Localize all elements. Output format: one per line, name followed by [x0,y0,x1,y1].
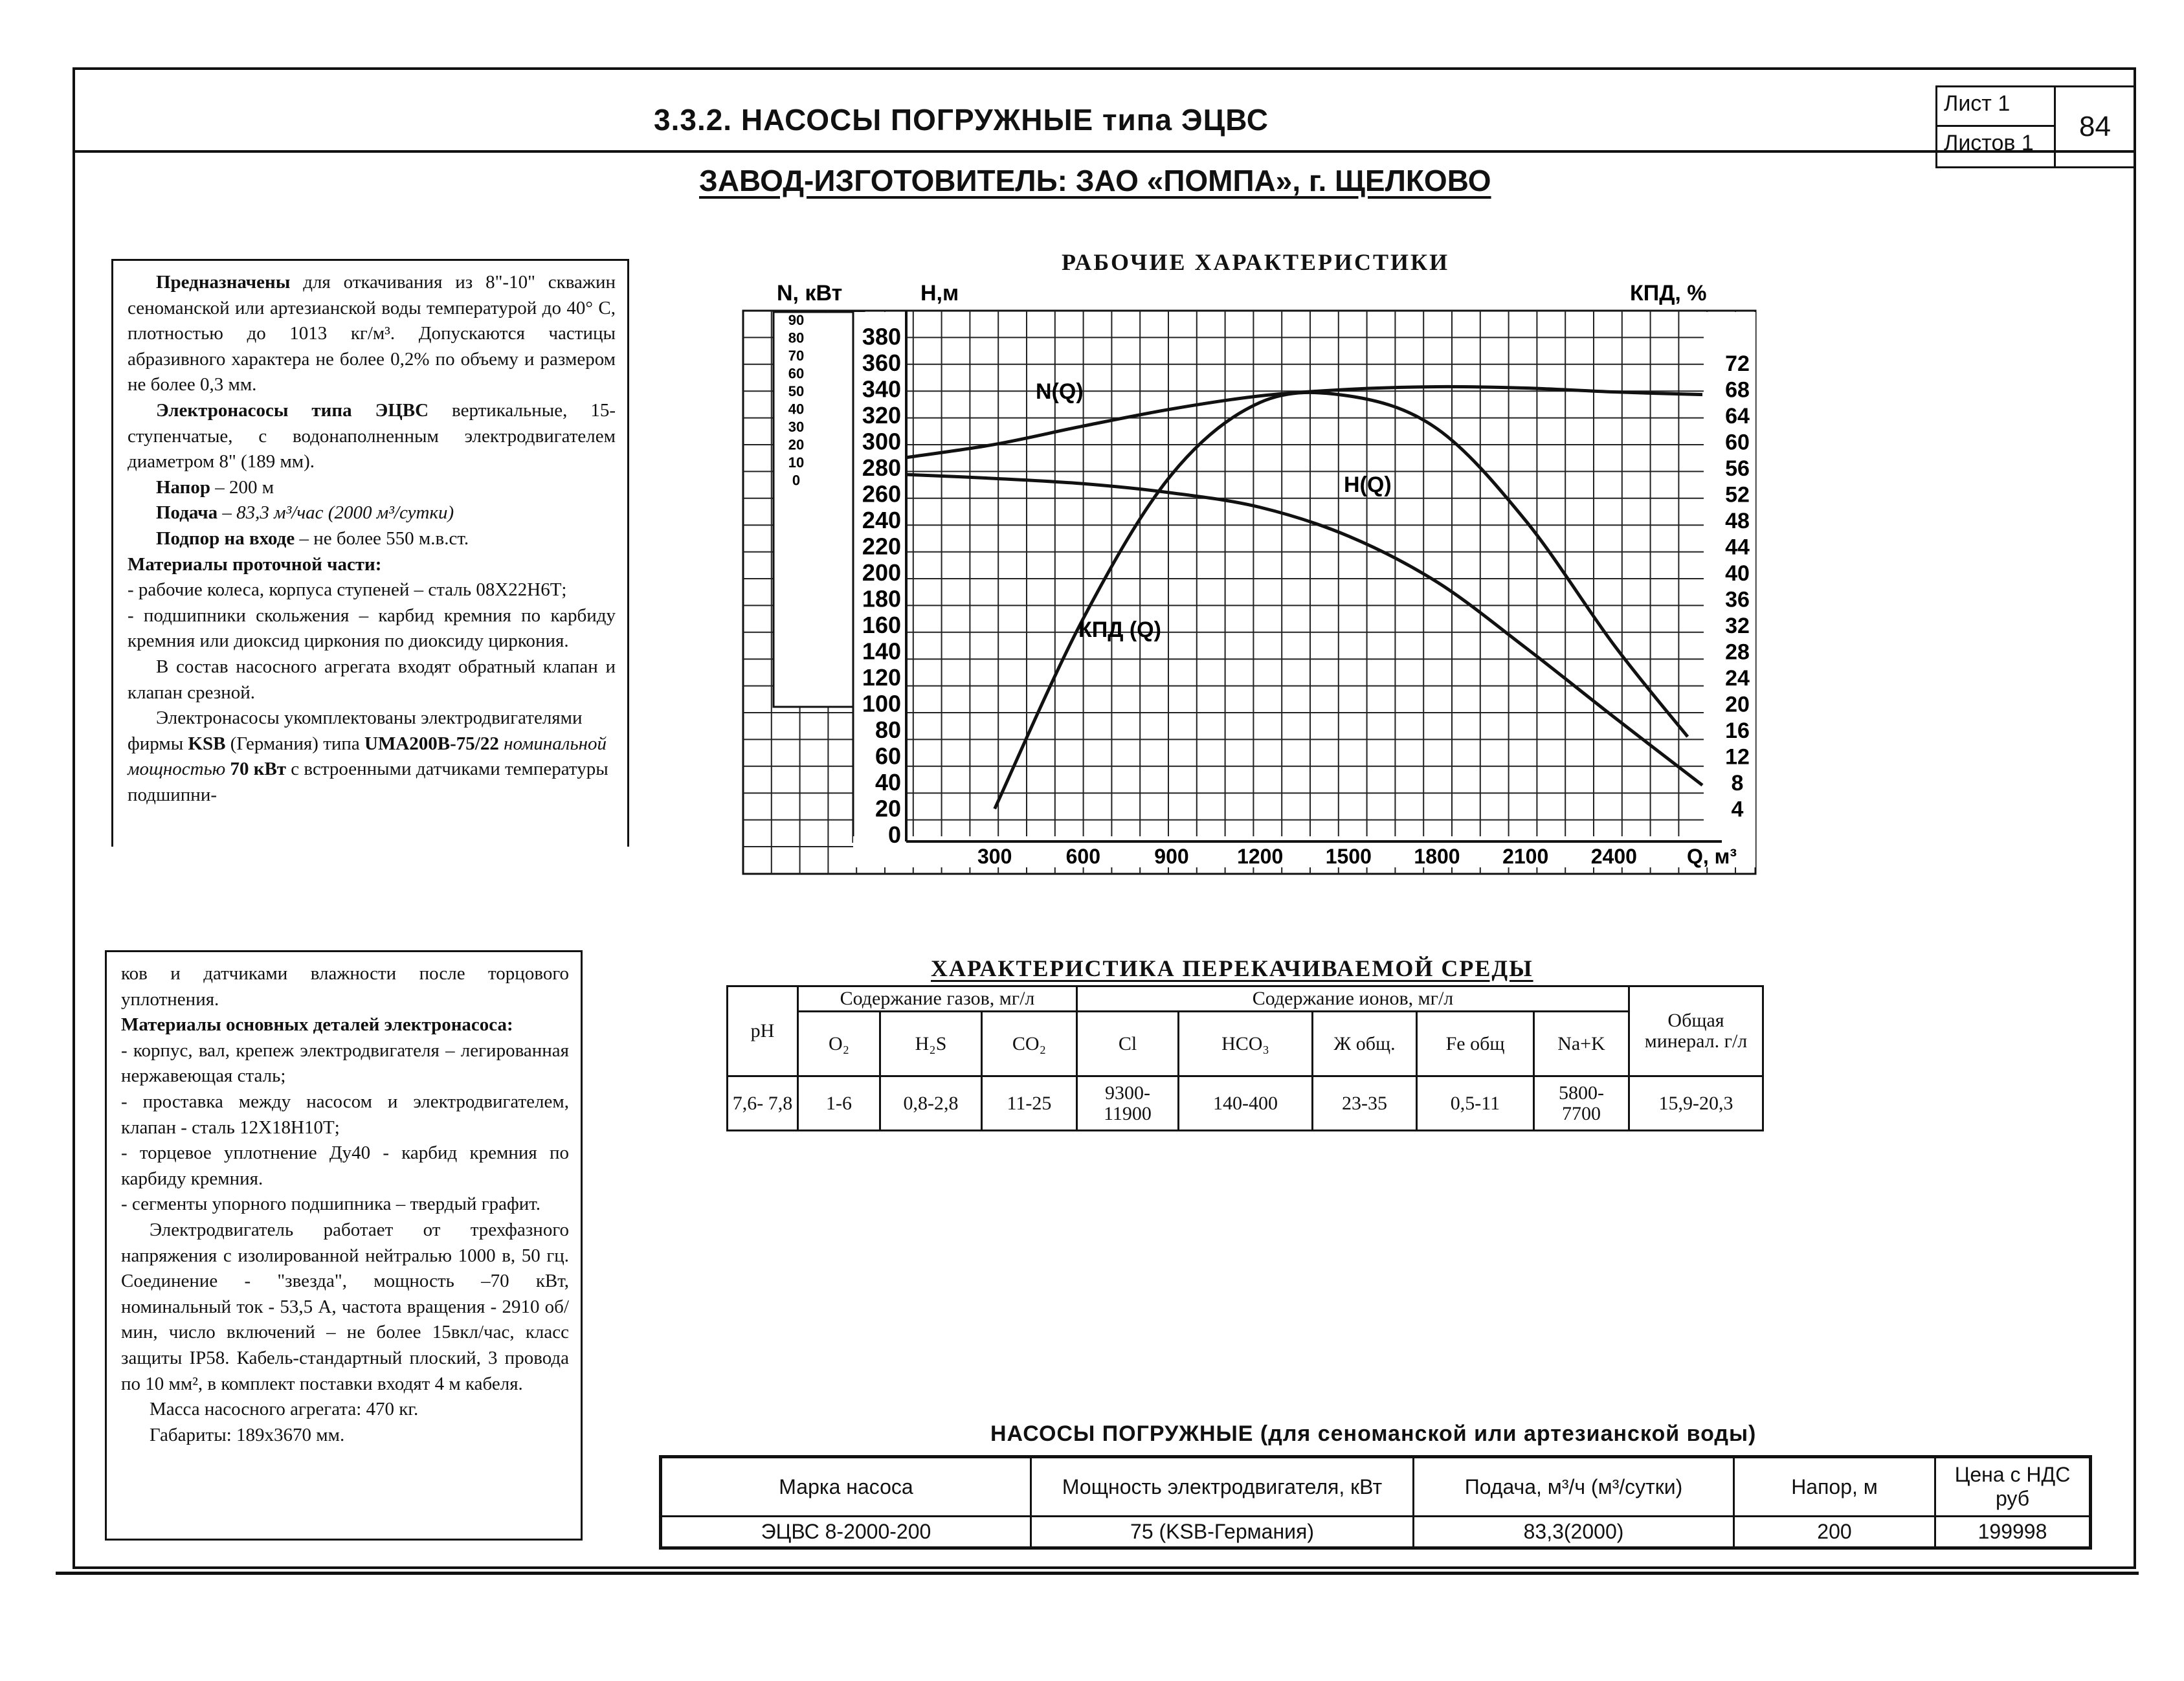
h-tick-label: 300 [862,428,901,455]
pump-type-paragraph: Электронасосы типа ЭЦВС вертикальные, 15-ступенчатые, с водонаполненным электродвигателем диаметром 8" (189 мм). [128,399,616,473]
x-tick-label: 2400 [1590,845,1637,868]
medium-header-cell: Общая минерал. г/л [1629,986,1763,1076]
medium-header-cell: HCO₃ [1179,1012,1313,1076]
n-tick-label: 0 [792,472,801,489]
eff-tick-label: 4 [1731,797,1744,822]
n-axis-title: N, кВт [777,281,843,306]
h-tick-label: 100 [862,690,901,717]
eff-tick-label: 20 [1725,692,1750,717]
n-tick-label: 20 [788,436,805,453]
x-tick-label: 1200 [1237,845,1284,868]
ion-group-header: Содержание ионов, мг/л [1077,986,1629,1012]
n-tick-label: 60 [788,365,805,382]
x-tick-label: 600 [1065,845,1101,868]
x-tick-label: 1500 [1325,845,1372,868]
h-axis-title: Н,м [920,281,959,306]
motor-specs-paragraph: Электродвигатель работает от трехфазного напряжения с изолированной нейтралью 1000 в, 50 гц. Соединение - "звезда", мощность –70 кВт, номинальный ток - 53,5 А, частота вращения - 2910 об/мин, число включений – не более 15вкл/час, класс защиты IP58. Кабель-стандартный плоский, 3 провода по 10 мм², в комплект поставки входят 4 м кабеля. [121,1219,569,1394]
chart-title: РАБОЧИЕ ХАРАКТЕРИСТИКИ [1062,249,1450,275]
material-item: - рабочие колеса, корпуса ступеней – сталь 08Х22Н6Т; [128,579,567,601]
x-axis-title: Q, м³ [1687,845,1737,868]
inlet-spec: Подпор на входе – не более 550 м.в.ст. [156,528,469,549]
h-tick-label: 180 [862,585,901,612]
medium-header-cell: pH [728,986,798,1076]
h-tick-label: 240 [862,507,901,533]
header-divider [72,150,2136,153]
eff-tick-label: 28 [1725,640,1750,665]
sheet-label: Лист 1 [1935,85,2056,127]
medium-header-cell: H₂S [880,1012,982,1076]
pump-head: 200 [1734,1517,1935,1548]
medium-header-row [728,986,1763,1012]
x-tick-label: 2100 [1502,845,1549,868]
material-item: - подшипники скольжения – карбид кремния по карбиду кремния или диоксид циркония по диоксиду циркония. [128,605,616,652]
eff-tick-label: 8 [1731,771,1744,796]
eff-tick-label: 12 [1725,744,1750,770]
pump-brand: ЭЦВС 8-2000-200 [661,1517,1031,1548]
head-spec: Напор – 200 м [156,476,274,498]
medium-cell: 9300- 11900 [1077,1076,1179,1131]
medium-cell: 1-6 [798,1076,880,1131]
eff-tick-label: 44 [1725,535,1750,560]
h-tick-label: 0 [887,821,901,848]
dimensions-spec: Габариты: 189х3670 мм. [150,1424,345,1445]
medium-header-cell: Fe общ [1417,1012,1534,1076]
h-tick-label: 40 [875,769,901,796]
col-power-header: Мощность электродвигателя, кВт [1031,1457,1414,1517]
sheets-count-label: Листов 1 [1935,125,2056,168]
h-tick-label: 320 [862,402,901,429]
x-tick-label: 1800 [1414,845,1460,868]
h-tick-label: 160 [862,612,901,638]
col-price-header: Цена с НДС руб [1935,1457,2091,1517]
n-axis-panel [774,312,864,707]
mass-spec: Масса насосного агрегата: 470 кг. [150,1399,419,1420]
pumps-header-row [661,1457,2091,1517]
medium-cell: 0,5-11 [1417,1076,1534,1131]
n-tick-label: 10 [788,454,805,471]
medium-data-row [728,1076,1763,1131]
n-curve-label: N(Q) [1036,379,1084,404]
medium-cell: 11-25 [982,1076,1077,1131]
medium-cell: 5800- 7700 [1534,1076,1629,1131]
gas-group-header: Содержание газов, мг/л [798,986,1077,1012]
medium-header-cell: Cl [1077,1012,1179,1076]
n-curve [906,386,1702,457]
purpose-paragraph: Предназначены для откачивания из 8"-10" скважин сеноманской или артезианской воды температурой до 40° С, плотностью до 1013 кг/м³. Допускаются частицы абразивного характера не более 0,2% по объему и размером не более 0,3 мм. [128,272,616,395]
eff-tick-label: 16 [1725,718,1750,743]
h-tick-label: 360 [862,350,901,376]
eff-tick-label: 60 [1725,430,1750,455]
n-tick-label: 40 [788,401,805,417]
col-flow-header: Подача, м³/ч (м³/сутки) [1414,1457,1734,1517]
material-item: - сегменты упорного подшипника – твердый графит. [121,1194,541,1215]
medium-cell: 0,8-2,8 [880,1076,982,1131]
eff-tick-label: 36 [1725,587,1750,612]
eff-tick-label: 64 [1725,404,1750,429]
eff-tick-label: 72 [1725,351,1750,376]
medium-cell: 7,6- 7,8 [728,1076,798,1131]
n-tick-label: 30 [788,419,805,435]
efficiency-curve [995,392,1688,808]
eff-tick-label: 56 [1725,456,1750,481]
page-title: 3.3.2. НАСОСЫ ПОГРУЖНЫЕ типа ЭЦВС [654,103,1269,137]
eff-tick-label: 24 [1725,666,1750,691]
medium-header-cell: Ж общ. [1313,1012,1417,1076]
sheet-info [1935,85,2136,168]
material-item: - корпус, вал, крепеж электродвигателя – легированная нержавеющая сталь; [121,1040,569,1087]
bottom-rule [56,1572,2139,1575]
medium-cell: 23-35 [1313,1076,1417,1131]
pumps-table-title: НАСОСЫ ПОГРУЖНЫЕ (для сеноманской или артезианской воды) [990,1421,1757,1446]
h-tick-label: 140 [862,638,901,665]
medium-table [726,985,1764,1131]
h-tick-label: 60 [875,742,901,770]
description-box-1 [111,259,629,847]
h-tick-label: 380 [862,323,901,350]
manufacturer-title: ЗАВОД-ИЗГОТОВИТЕЛЬ: ЗАО «ПОМПА», г. ЩЕЛКОВО [699,164,1491,197]
material-item: - проставка между насосом и электродвигателем, клапан - сталь 12Х18Н10Т; [121,1091,569,1138]
x-tick-label: 900 [1154,845,1189,868]
medium-header-cell: Na+K [1534,1012,1629,1076]
pump-price: 199998 [1935,1517,2091,1548]
pump-flow: 83,3(2000) [1414,1517,1734,1548]
pumps-table [659,1455,2092,1550]
x-tick-label: 300 [977,845,1012,868]
description-box-2 [105,950,583,1541]
performance-chart [712,272,1774,893]
n-tick-label: 50 [788,383,805,399]
eff-tick-label: 52 [1725,482,1750,507]
eff-axis-title: КПД, % [1630,281,1707,306]
medium-cell: 140-400 [1179,1076,1313,1131]
h-tick-label: 20 [875,795,901,822]
n-tick-label: 70 [788,348,805,364]
materials-heading: Материалы основных деталей электронасоса: [121,1014,513,1036]
eff-tick-label: 32 [1725,614,1750,638]
eff-tick-label: 40 [1725,561,1750,586]
eff-tick-label: 68 [1725,377,1750,403]
h-tick-label: 80 [875,717,901,743]
efficiency-curve-label: КПД (Q) [1078,618,1161,642]
sensor-paragraph: ков и датчиками влажности после торцового уплотнения. [121,963,569,1010]
h-tick-label: 260 [862,480,901,507]
pump-power: 75 (KSB-Германия) [1031,1517,1414,1548]
h-tick-label: 340 [862,375,901,403]
col-head-header: Напор, м [1734,1457,1935,1517]
pumps-data-row [661,1517,2091,1548]
page-number: 84 [2054,85,2136,168]
n-tick-label: 90 [788,312,805,328]
medium-header-cell: O₂ [798,1012,880,1076]
h-tick-label: 280 [862,454,901,481]
motor-paragraph: Электронасосы укомплектованы электродвигателями фирмы KSB (Германия) типа UMA200B-75/22 номинальной мощностью 70 кВт с встроенными датчиками температуры подшипни- [128,707,608,805]
medium-table-title: ХАРАКТЕРИСТИКА ПЕРЕКАЧИВАЕМОЙ СРЕДЫ [931,955,1533,981]
h-tick-label: 120 [862,664,901,691]
flow-spec: Подача – 83,3 м³/час (2000 м³/сутки) [156,502,454,524]
eff-tick-label: 48 [1725,509,1750,533]
materials-heading: Материалы проточной части: [128,553,382,575]
h-tick-label: 220 [862,533,901,560]
col-brand-header: Марка насоса [661,1457,1031,1517]
medium-subheader-row [728,1012,1763,1076]
composition-paragraph: В состав насосного агрегата входят обратный клапан и клапан срезной. [128,656,616,703]
material-item: - торцевое уплотнение Ду40 - карбид кремния по карбиду кремния. [121,1142,569,1189]
h-curve-label: H(Q) [1344,473,1392,497]
h-tick-label: 200 [862,559,901,586]
medium-cell: 15,9-20,3 [1629,1076,1763,1131]
n-tick-label: 80 [788,329,805,346]
medium-header-cell: CO₂ [982,1012,1077,1076]
